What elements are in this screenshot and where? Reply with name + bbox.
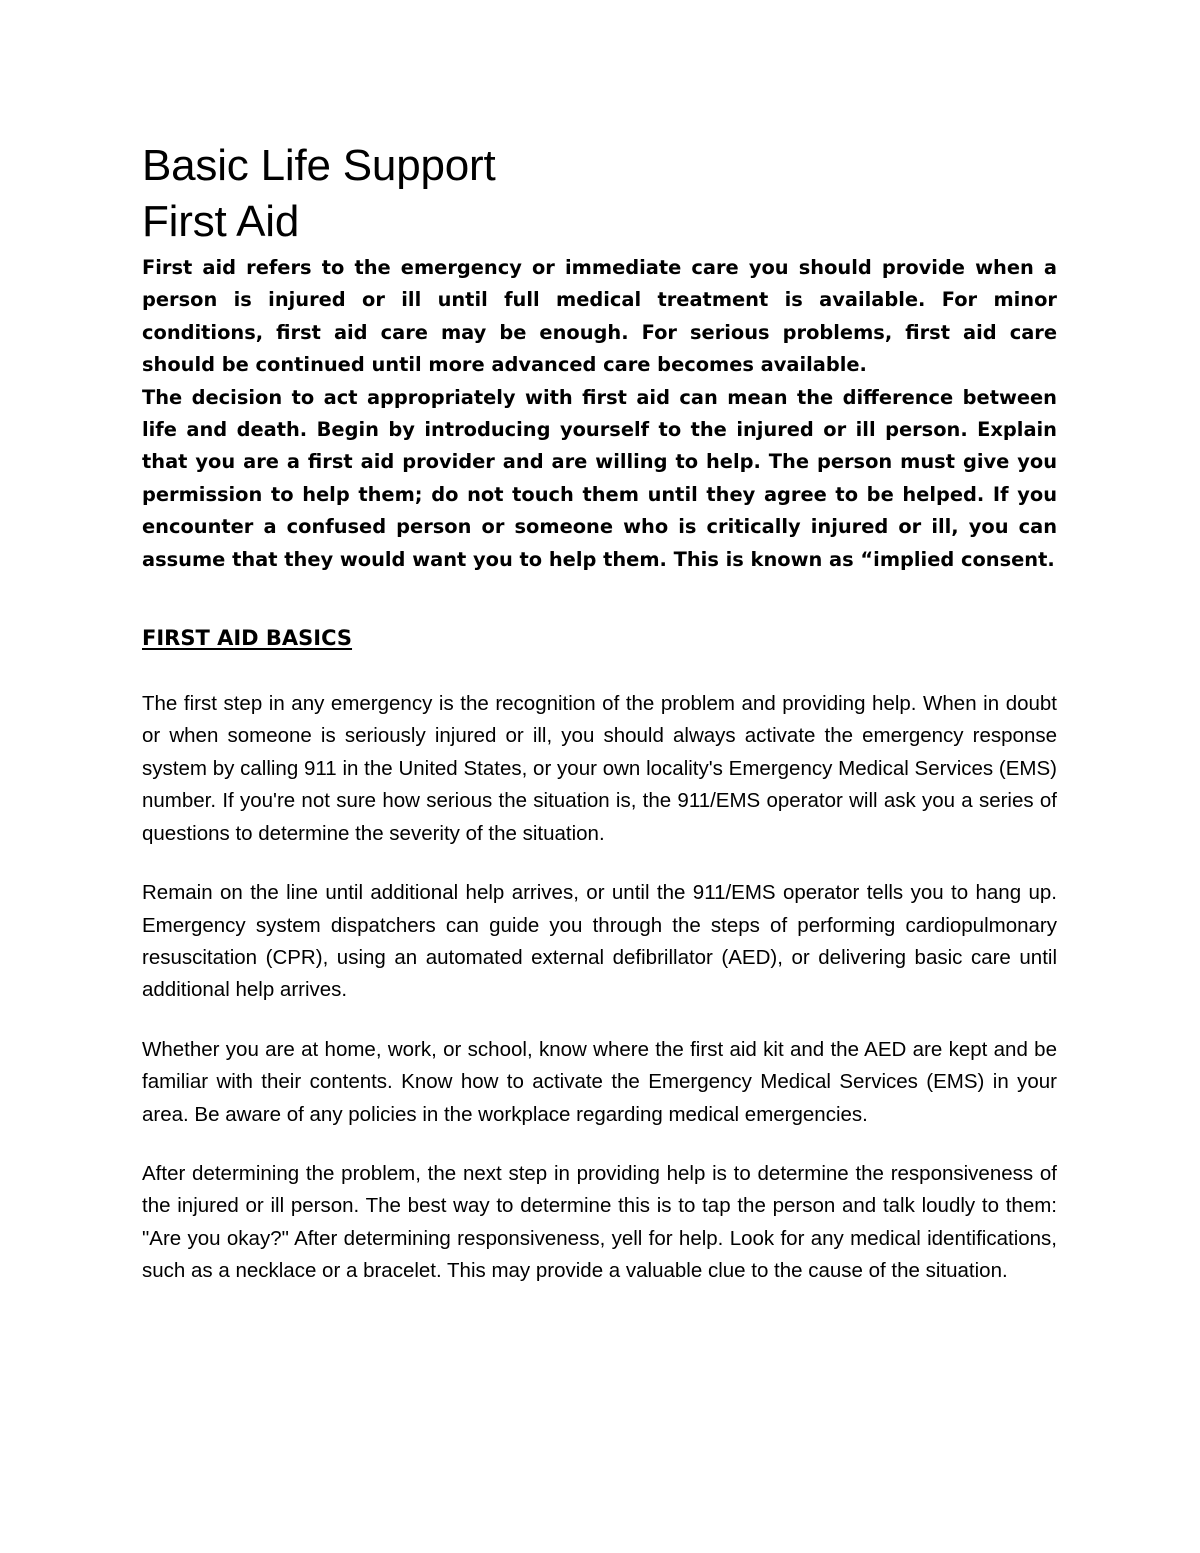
body-paragraph: The first step in any emergency is the recognition of the problem and providing help. When in doubt or when someone is seriously injured or ill, you should always activate the emergency response system by calling 911 in the United States, or your own locality's Emergency Medical Services (EMS) number. If you're not sure how serious the situation is, the 911/EMS operator will ask you a series of questions to determine the severity of the situation. bbox=[142, 692, 1057, 845]
intro-paragraph: The decision to act appropriately with first aid can mean the difference between life and death. Begin by introducing yourself to the injured or ill person. Explain that you are a first aid provider and are willing to help. The person must give you permission to help them; do not touch them until they agree to be helped. If you encounter a confused person or someone who is critically injured or ill, you can assume that they would want you to help them. This is known as “implied consent. bbox=[142, 385, 1057, 571]
body-paragraph: Remain on the line until additional help arrives, or until the 911/EMS operator tells you to hang up. Emergency system dispatchers can guide you through the steps of performing cardiopulmonary resuscitation (CPR), using an automated external defibrillator (AED), or delivering basic care until additional help arrives. bbox=[142, 881, 1057, 1002]
body-paragraph: After determining the problem, the next step in providing help is to determine the responsiveness of the injured or ill person. The best way to determine this is to tap the person and talk loudly to them: "Are you okay?" After determining responsiveness, yell for help. Look for any medical identifications, such as a necklace or a bracelet. This may provide a valuable clue to the cause of the situation. bbox=[142, 1161, 1057, 1283]
document-title: Basic Life Support bbox=[142, 141, 496, 190]
body-paragraph: Whether you are at home, work, or school, know where the first aid kit and the AED are kept and be familiar with their contents. Know how to activate the Emergency Medical Services (EMS) in your area. Be aware of any policies in the workplace regarding medical emergencies. bbox=[142, 1037, 1057, 1126]
document-subtitle: First Aid bbox=[142, 197, 300, 246]
section-heading: FIRST AID BASICS bbox=[142, 626, 353, 651]
document-page bbox=[142, 138, 1057, 1288]
intro-paragraph: First aid refers to the emergency or immediate care you should provide when a person is injured or ill until full medical treatment is available. For minor conditions, first aid care may be enough. For serious problems, first aid care should be continued until more advanced care becomes available. bbox=[142, 256, 1057, 377]
